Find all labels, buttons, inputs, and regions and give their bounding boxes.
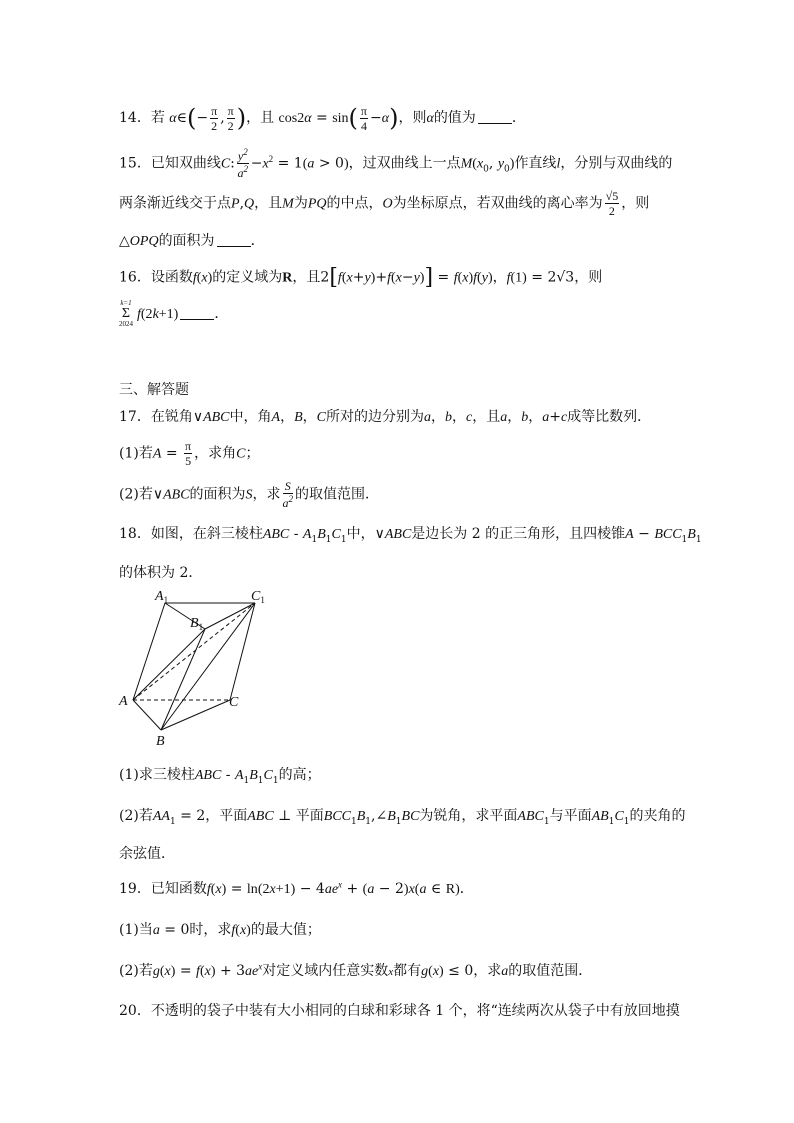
question-19-part-2: (2)若$g(x) = f(x) + 3ae^x$对定义域内任意实数x都有g(x) ≤ 0，求a的取值范围． — [119, 961, 593, 979]
section-heading: 三、解答题 — [119, 382, 189, 398]
prism-figure — [115, 585, 285, 750]
edge-B1C1 — [205, 603, 255, 629]
question-20-line-1: 20．不透明的袋子中装有大小相同的白球和彩球各 1 个，将“连续两次从袋子中有放回地摸 — [119, 1003, 680, 1019]
question-18-line-1: 18．如图，在斜三棱柱ABC - $A_1B_1C_1$中，∨ABC是边长为 2 的正三角形，且四棱锥$A - BCC_1B_1$ — [119, 526, 702, 545]
question-19-line-1: 19．已知函数$f(x) = \ln(2x+1) - 4ae^x + (a - 2)x(a$ ∈ R)． — [119, 879, 474, 897]
edge-AB1 — [133, 629, 205, 700]
question-15-line-1: 15．已知双曲线C: $\frac{y^2}{a^2}$ $-x^2 = 1(a > 0)$，过双曲线上一点$M(x_0$, $y_0$)作直线l，分别与双曲线的 — [119, 147, 673, 180]
edge-AB — [133, 700, 161, 730]
label-C1: $C_1$ — [251, 589, 265, 605]
edge-BC — [161, 700, 230, 730]
answer-blank — [180, 305, 214, 320]
summation-symbol: k=1 Σ 2024 — [119, 299, 133, 328]
question-19-part-1: (1)当a = 0时，求f(x)的最大值； — [119, 922, 321, 938]
answer-blank — [478, 109, 512, 124]
edge-AA1 — [133, 603, 165, 700]
question-18-part-2: (2)若$AA_1 = 2$，平面ABC ⊥ 平面$BCC_1B_1,\angle B_1BC$为锐角，求平面$ABC_1$与平面$AB_1C_1$的夹角的 — [119, 808, 686, 827]
question-17-part-1: (1)若A = $\frac{\pi}{5}$ ，求角C； — [119, 439, 260, 468]
answer-blank — [217, 232, 251, 247]
label-C: C — [229, 695, 239, 710]
question-17-part-2: (2)若∨ABC的面积为S，求 $\frac{S}{a^2}$ 的取值范围． — [119, 479, 380, 510]
question-18-part-2-cont: 余弦值． — [119, 846, 175, 862]
question-18-line-2: 的体积为 2． — [119, 565, 203, 581]
label-B1: $B_1$ — [190, 616, 204, 632]
edge-BC1 — [161, 603, 255, 730]
label-A1: $A_1$ — [155, 589, 169, 605]
question-number: 14． — [119, 110, 151, 126]
question-18-part-1: (1)求三棱柱ABC - $A_1B_1C_1$的高； — [119, 767, 321, 786]
edge-CC1 — [230, 603, 255, 700]
question-16-line-1: 16．设函数f(x)的定义域为R，且2[f(x+y)+f(x−y)] = f(x)f(y)，f(1) = 2√3，则 — [119, 265, 603, 290]
question-14: 14．若 α∈(− $\frac{\pi}{2}$ , $\frac{\pi}{2}$ )，且 cos2α = sin( $\frac{\pi}{4}$ −α)，则α的值为 ． — [119, 103, 526, 133]
question-17-line-1: 17．在锐角∨ABC中，角A，B，C所对的边分别为a，b，c，且a，b，a+c成等比数列． — [119, 409, 652, 425]
question-15-line-2: 两条渐近线交于点P,Q，且M为PQ的中点，O为坐标原点，若双曲线的离心率为 $\frac{√5}{2}$ ，则 — [119, 189, 650, 218]
question-15-line-3: △OPQ的面积为 ． — [119, 233, 265, 249]
label-A: A — [119, 694, 128, 709]
question-16-line-2: k=1 Σ 2024 f(2k+1) ． — [119, 299, 229, 328]
label-B: B — [156, 734, 165, 749]
